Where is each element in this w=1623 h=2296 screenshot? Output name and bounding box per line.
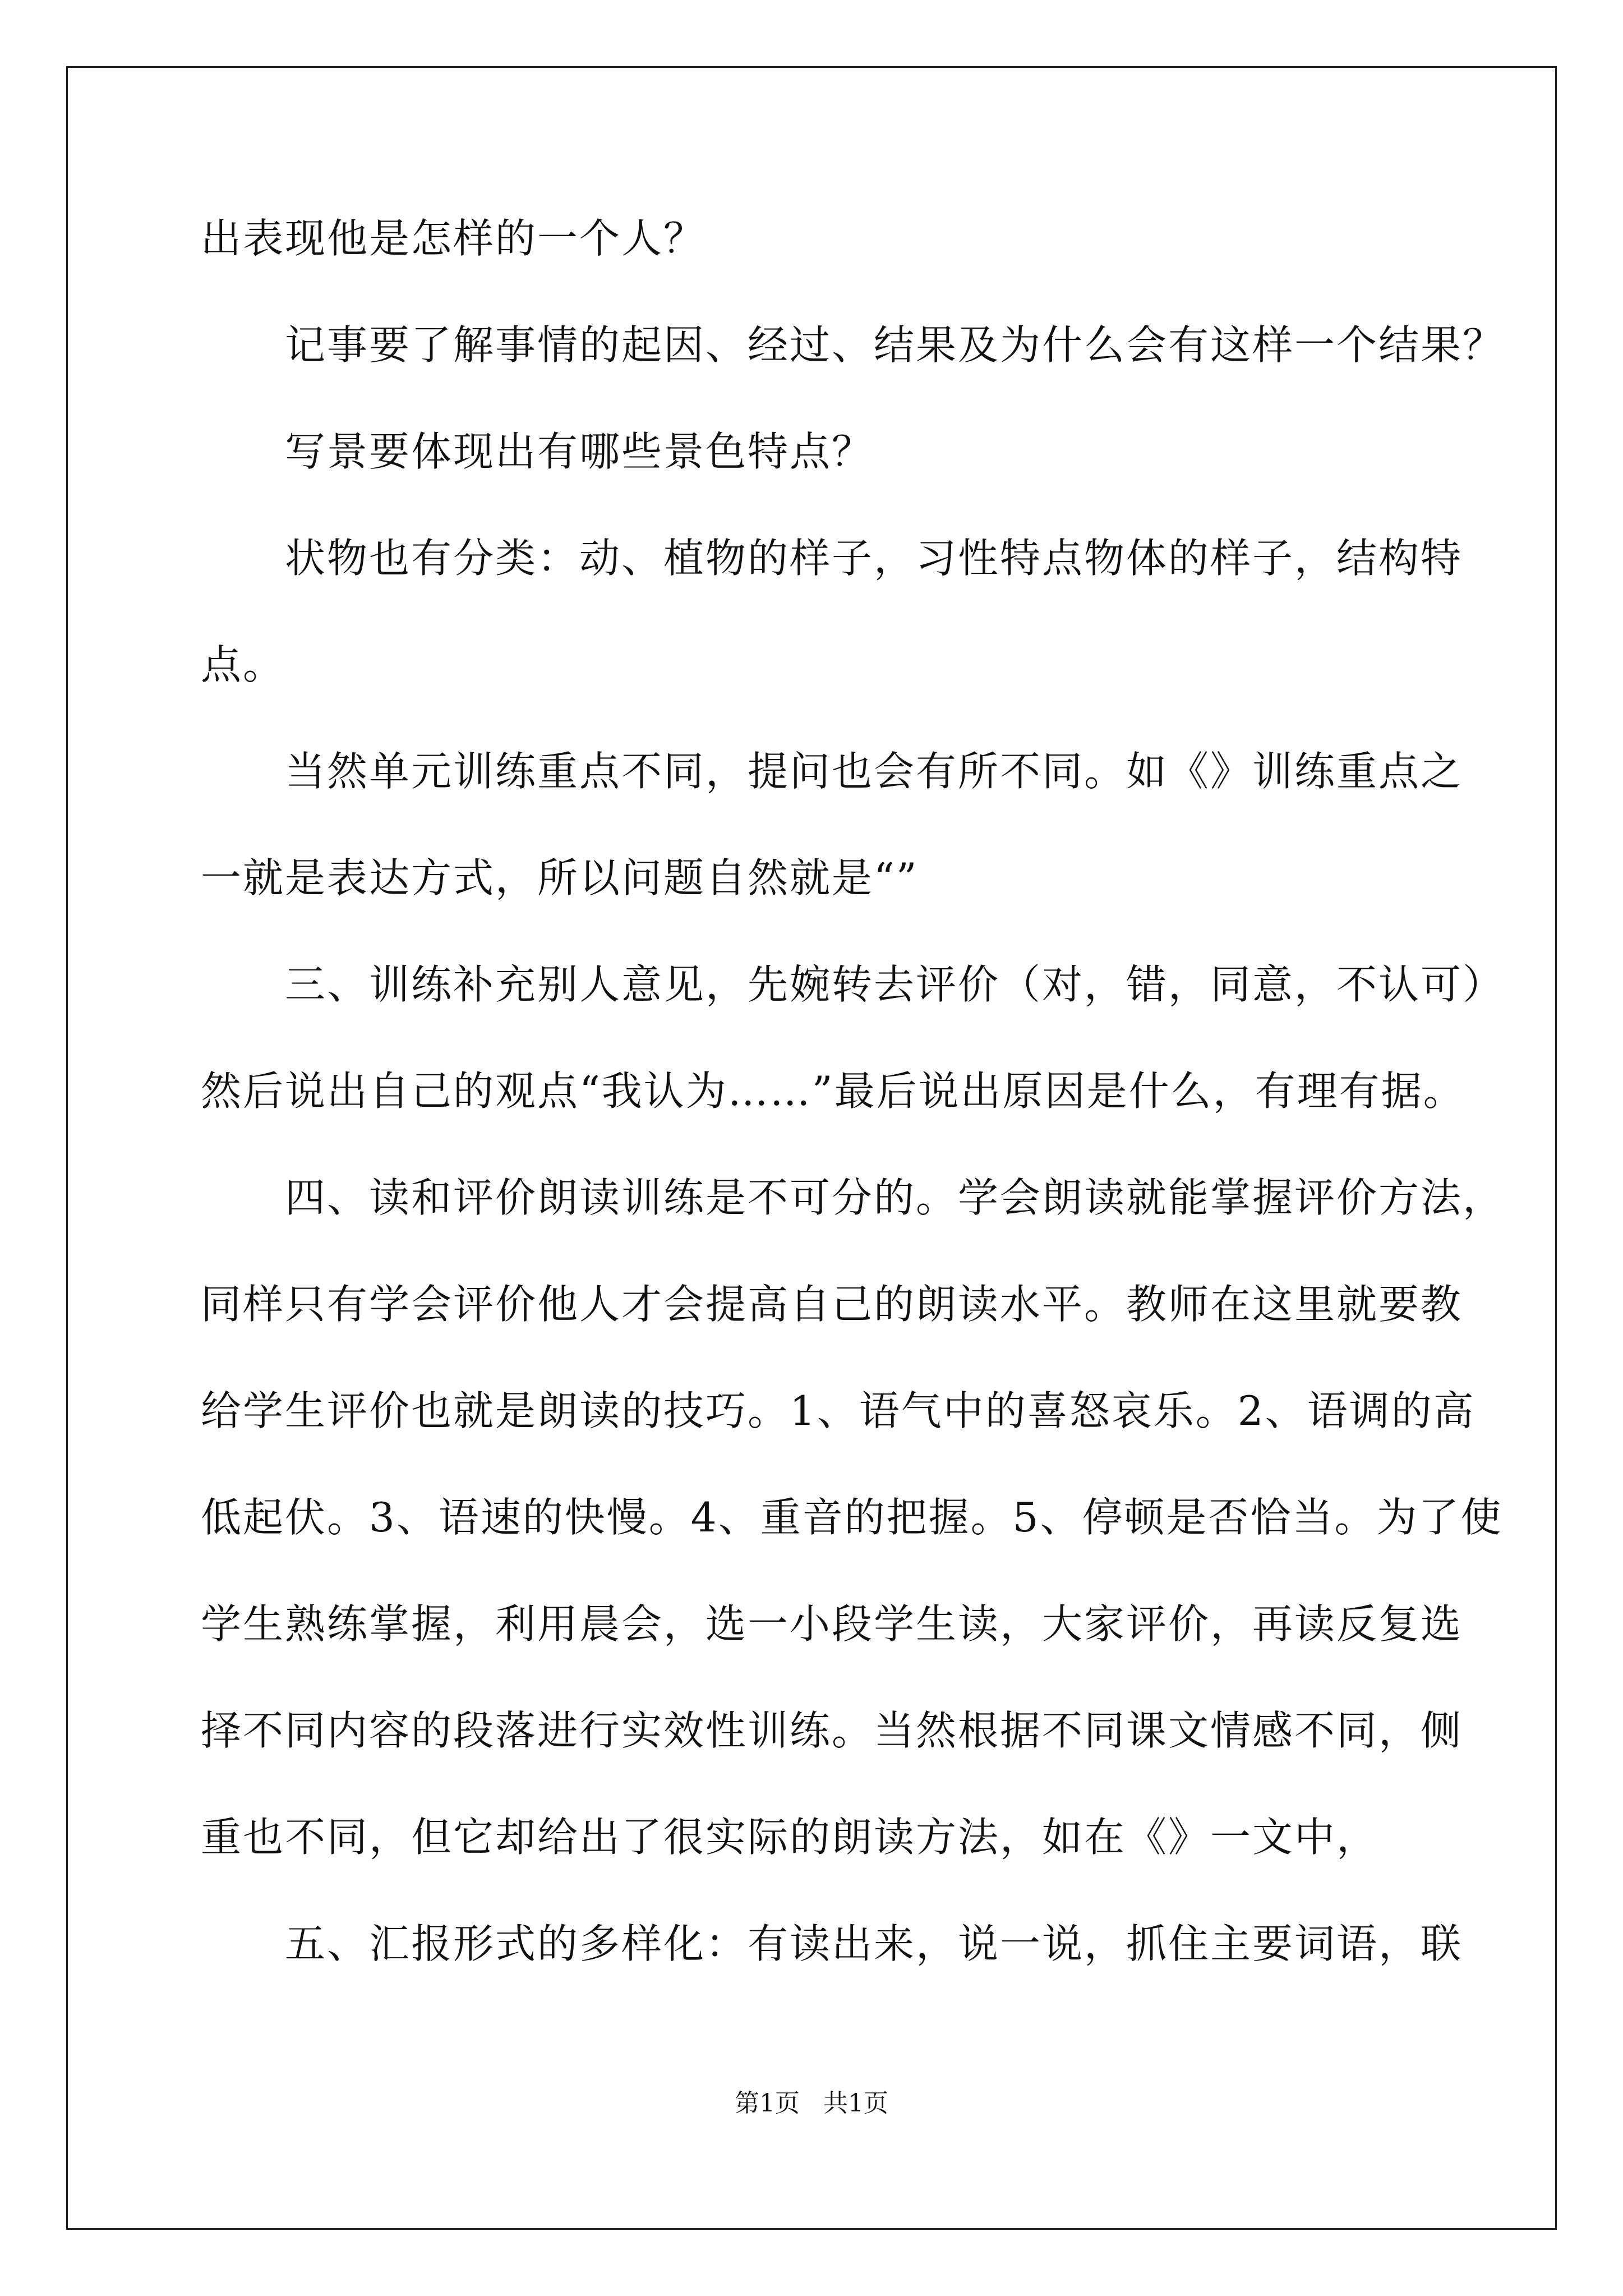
text-line: 点。 [201, 641, 285, 688]
text-line: 三、训练补充别人意见，先婉转去评价（对，错，同意，不认可） [285, 961, 1505, 1008]
text-line: 择不同内容的段落进行实效性训练。当然根据不同课文情感不同，侧 [201, 1707, 1463, 1754]
text-line: 同样只有学会评价他人才会提高自己的朗读水平。教师在这里就要教 [201, 1281, 1463, 1328]
text-line: 一就是表达方式，所以问题自然就是“” [201, 854, 919, 901]
text-line: 五、汇报形式的多样化：有读出来，说一说，抓住主要词语，联 [285, 1920, 1463, 1967]
text-line: 当然单元训练重点不同，提问也会有所不同。如《》训练重点之 [285, 748, 1463, 795]
text-line: 写景要体现出有哪些景色特点？ [285, 428, 874, 475]
page-number: 第1页 共1页 [735, 2089, 888, 2118]
text-line: 低起伏。3、语速的快慢。4、重音的把握。5、停顿是否恰当。为了使 [201, 1494, 1503, 1541]
text-line: 出表现他是怎样的一个人？ [201, 215, 706, 262]
text-line: 给学生评价也就是朗读的技巧。1、语气中的喜怒哀乐。2、语调的高 [201, 1387, 1476, 1434]
text-line: 四、读和评价朗读训练是不可分的。学会朗读就能掌握评价方法， [285, 1174, 1505, 1221]
text-line: 然后说出自己的观点“我认为……”最后说出原因是什么，有理有据。 [201, 1068, 1465, 1115]
text-line: 重也不同，但它却给出了很实际的朗读方法，如在《》一文中， [201, 1814, 1379, 1861]
text-line: 状物也有分类：动、植物的样子，习性特点物体的样子，结构特 [285, 535, 1463, 582]
text-line: 记事要了解事情的起因、经过、结果及为什么会有这样一个结果？ [285, 321, 1505, 369]
page-border [66, 66, 1557, 2230]
text-line: 学生熟练掌握，利用晨会，选一小段学生读，大家评价，再读反复选 [201, 1600, 1463, 1648]
